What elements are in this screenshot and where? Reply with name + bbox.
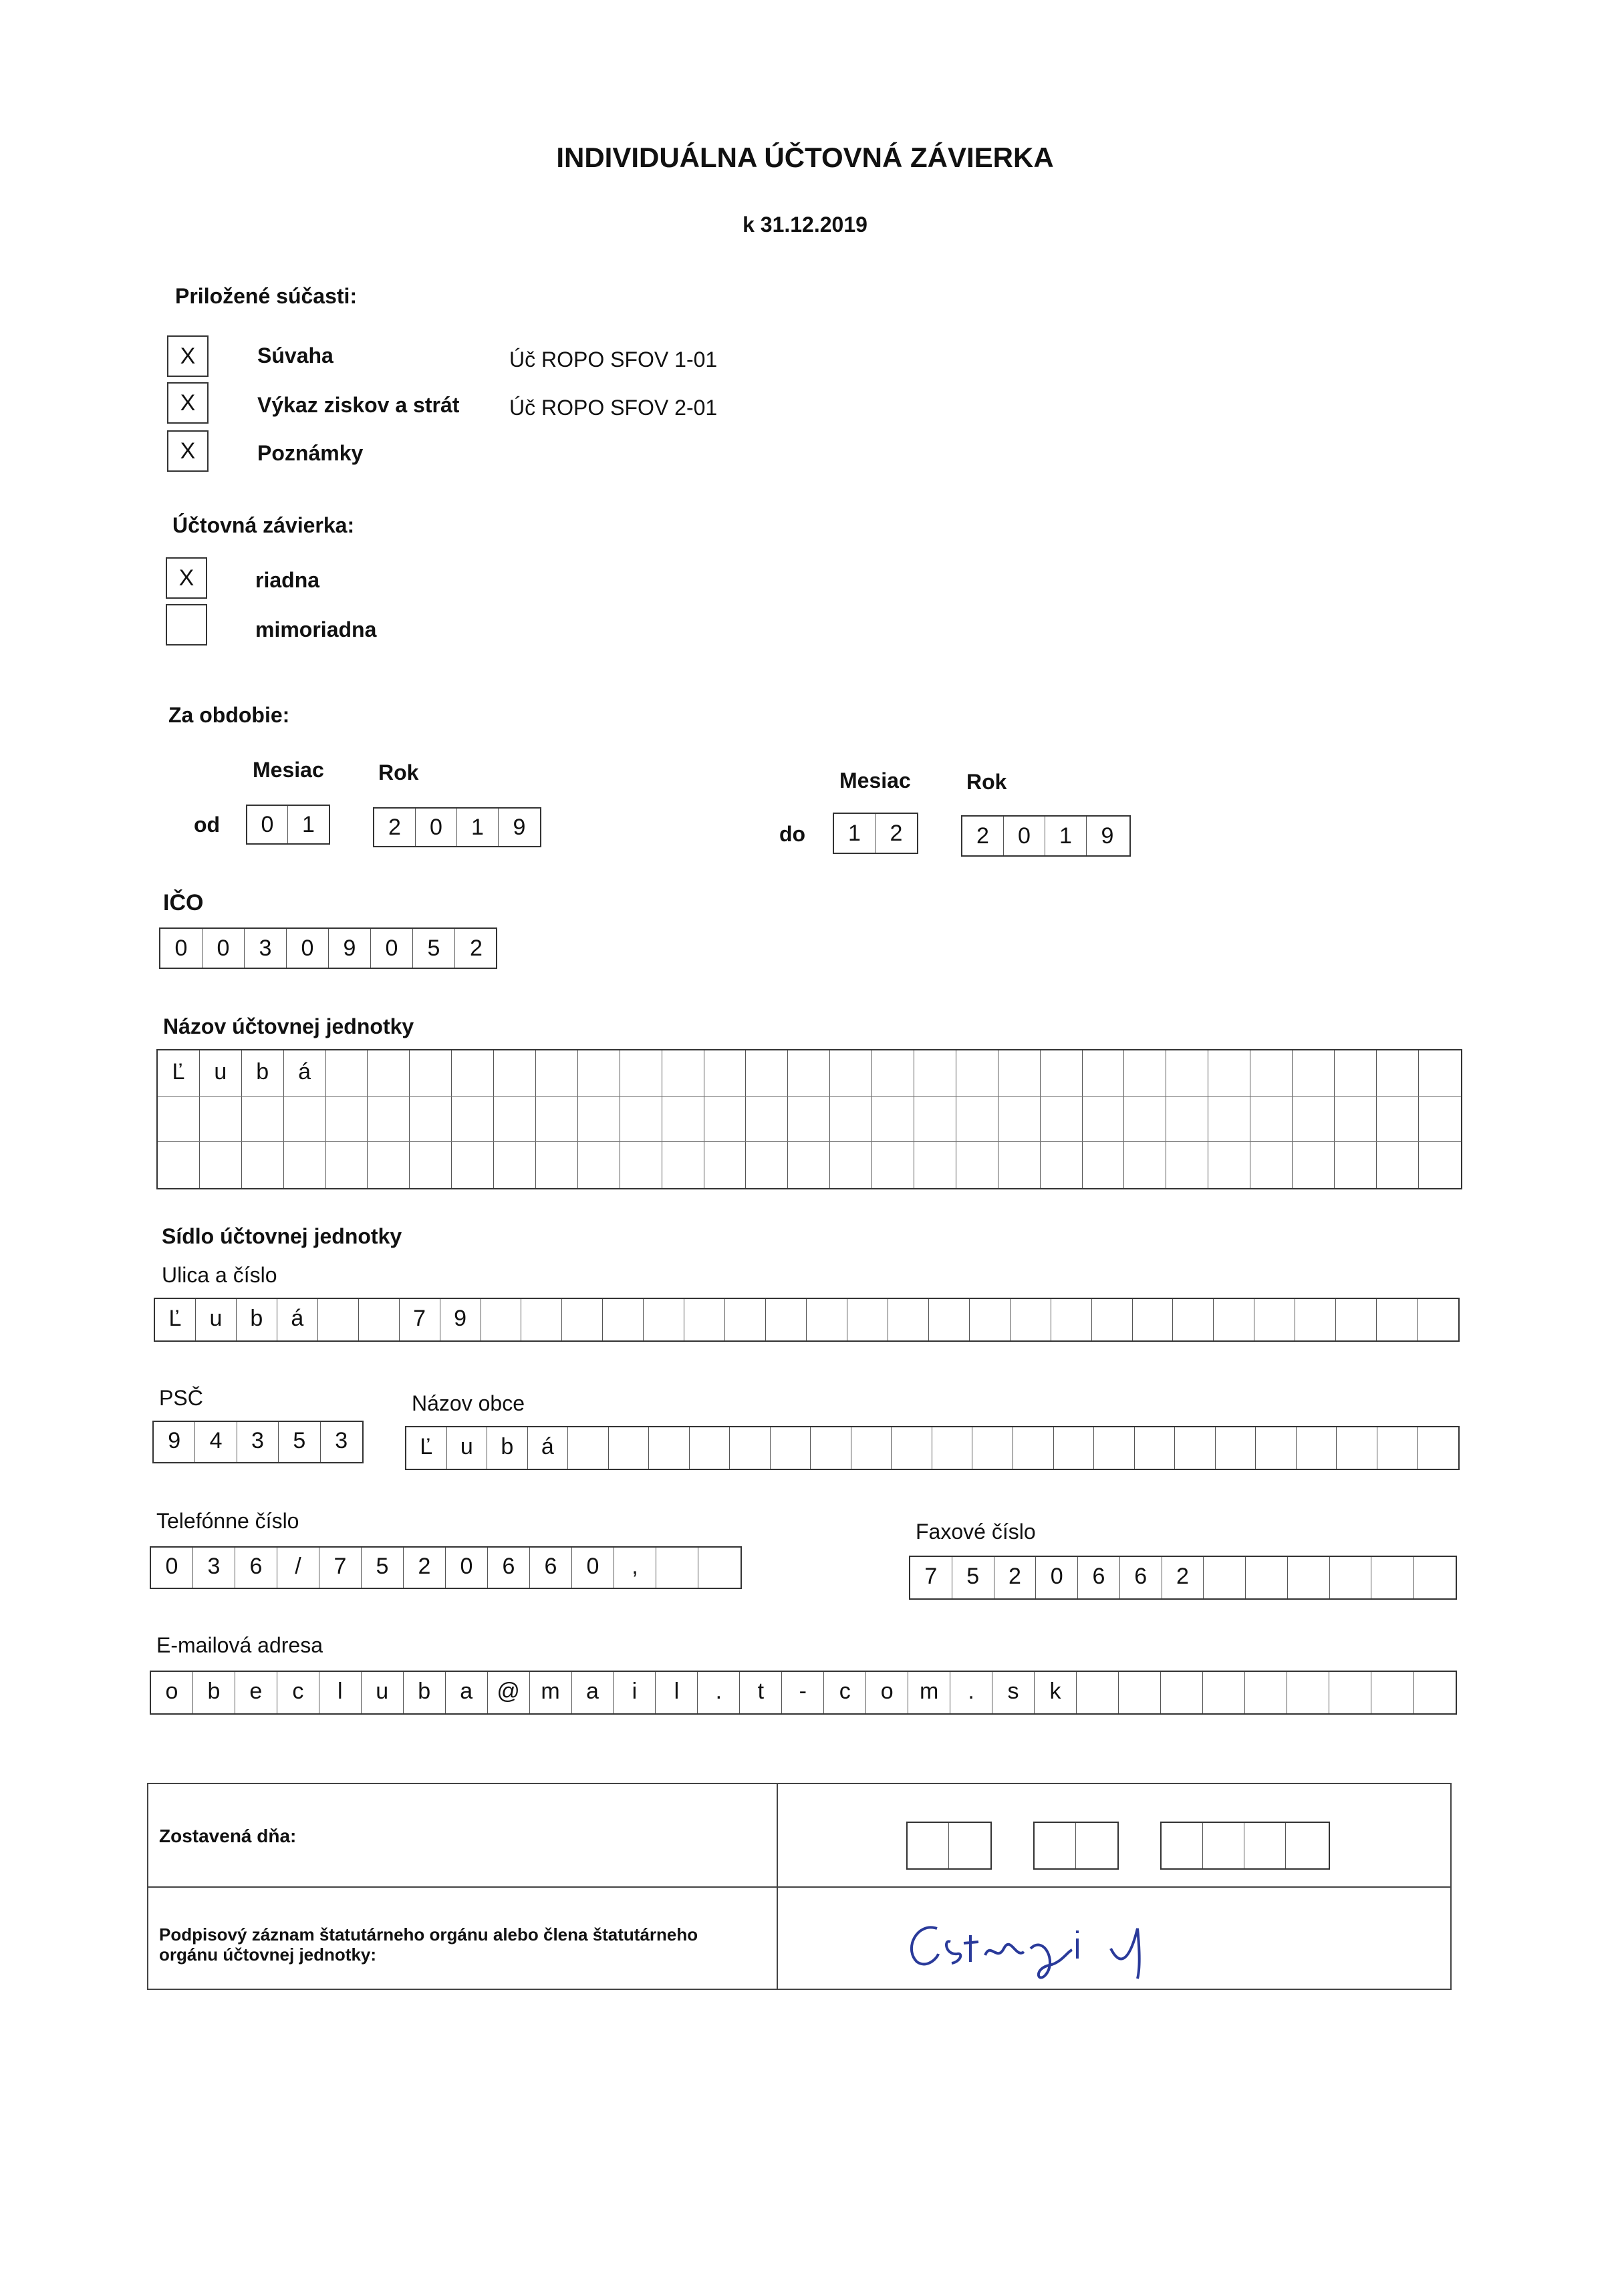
digit-cell <box>1035 1823 1076 1868</box>
period-to-year-label: Rok <box>966 770 1007 794</box>
char-cell <box>359 1299 400 1340</box>
char-cell <box>1133 1299 1174 1340</box>
entity-name-row <box>158 1050 1461 1097</box>
period-from-year-label: Rok <box>378 760 419 784</box>
char-cell <box>1287 1672 1329 1713</box>
digit-cell <box>1286 1823 1327 1868</box>
digit-cell: 5 <box>413 929 455 968</box>
char-cell <box>1414 1672 1456 1713</box>
char-cell <box>1214 1299 1254 1340</box>
char-cell <box>1246 1557 1288 1598</box>
char-cell: 2 <box>1162 1557 1204 1598</box>
digit-cell: 0 <box>160 929 203 968</box>
char-cell <box>158 1097 200 1142</box>
char-cell: u <box>200 1050 242 1096</box>
char-cell <box>1336 1299 1377 1340</box>
char-cell: b <box>242 1050 284 1096</box>
char-cell: 6 <box>1120 1557 1162 1598</box>
char-cell: k <box>1035 1672 1077 1713</box>
char-cell <box>872 1097 914 1142</box>
char-cell <box>1337 1427 1377 1469</box>
char-cell <box>284 1142 326 1188</box>
char-cell <box>1254 1299 1295 1340</box>
char-cell: / <box>277 1548 319 1588</box>
char-cell: l <box>656 1672 698 1713</box>
char-cell <box>1371 1557 1414 1598</box>
char-cell <box>1083 1097 1125 1142</box>
char-cell <box>200 1142 242 1188</box>
char-cell <box>326 1142 368 1188</box>
char-cell <box>830 1097 872 1142</box>
char-cell: m <box>908 1672 950 1713</box>
digit-cell: 0 <box>1004 817 1045 855</box>
char-cell: o <box>151 1672 193 1713</box>
char-cell <box>1135 1427 1176 1469</box>
char-cell <box>1173 1299 1214 1340</box>
digit-cell: 1 <box>457 809 499 846</box>
phone-field[interactable] <box>150 1546 742 1589</box>
char-cell <box>1161 1672 1203 1713</box>
char-cell <box>536 1097 578 1142</box>
char-cell <box>788 1050 830 1096</box>
char-cell: á <box>528 1427 569 1469</box>
char-cell <box>956 1097 998 1142</box>
char-cell <box>158 1142 200 1188</box>
char-cell <box>1245 1672 1287 1713</box>
char-cell <box>326 1050 368 1096</box>
char-cell <box>1377 1097 1419 1142</box>
char-cell <box>1377 1050 1419 1096</box>
char-cell <box>872 1050 914 1096</box>
char-cell: u <box>447 1427 488 1469</box>
char-cell <box>746 1142 788 1188</box>
table-divider <box>777 1784 778 1989</box>
char-cell <box>725 1299 766 1340</box>
char-cell: - <box>782 1672 824 1713</box>
char-cell <box>998 1050 1041 1096</box>
attachment-checkbox-vykaz[interactable]: X <box>167 382 209 424</box>
signature-image <box>897 1902 1244 1989</box>
digit-cell: 1 <box>302 812 315 837</box>
char-cell: 5 <box>362 1548 404 1588</box>
char-cell <box>1124 1097 1166 1142</box>
char-cell <box>1250 1097 1293 1142</box>
char-cell: . <box>698 1672 740 1713</box>
char-cell: Ľ <box>406 1427 447 1469</box>
document-date: k 31.12.2019 <box>743 212 867 237</box>
signature-label: Podpisový záznam štatutárneho orgánu alebo člena štatutárneho orgánu účtovnej jednotky: <box>159 1924 698 1965</box>
char-cell: o <box>866 1672 908 1713</box>
period-to-label: do <box>779 822 806 846</box>
char-cell <box>1204 1557 1246 1598</box>
char-cell <box>1041 1050 1083 1096</box>
digit-cell: 2 <box>890 821 903 846</box>
digit-cell: 9 <box>513 815 526 840</box>
char-cell <box>998 1097 1041 1142</box>
char-cell: c <box>824 1672 866 1713</box>
char-cell <box>284 1097 326 1142</box>
char-cell <box>1330 1557 1372 1598</box>
digit-cell: 2 <box>374 809 416 846</box>
char-cell <box>851 1427 892 1469</box>
char-cell <box>766 1299 807 1340</box>
period-from-month-label: Mesiac <box>253 758 324 782</box>
phone-label: Telefónne číslo <box>156 1509 299 1533</box>
char-cell <box>1092 1299 1133 1340</box>
digit-cell: 0 <box>247 806 288 843</box>
char-cell: 7 <box>319 1548 362 1588</box>
street-label: Ulica a číslo <box>162 1263 277 1287</box>
char-cell: Ľ <box>158 1050 200 1096</box>
digit-cell <box>1162 1823 1203 1868</box>
char-cell <box>730 1427 771 1469</box>
char-cell <box>452 1142 494 1188</box>
char-cell <box>578 1142 620 1188</box>
attachment-label-poznamky: Poznámky <box>257 441 364 465</box>
char-cell <box>326 1097 368 1142</box>
attachments-heading: Priložené súčasti: <box>175 284 358 308</box>
char-cell <box>1054 1427 1095 1469</box>
char-cell: á <box>277 1299 318 1340</box>
attachment-code-vykaz: Úč ROPO SFOV 2-01 <box>509 396 718 420</box>
entity-name-label: Názov účtovnej jednotky <box>163 1014 414 1038</box>
attachment-checkbox-poznamky[interactable]: X <box>167 430 209 472</box>
char-cell <box>1166 1050 1208 1096</box>
char-cell <box>481 1299 522 1340</box>
period-heading: Za obdobie: <box>168 703 290 727</box>
char-cell: e <box>235 1672 277 1713</box>
char-cell <box>1083 1142 1125 1188</box>
char-cell <box>746 1050 788 1096</box>
char-cell: 5 <box>952 1557 994 1598</box>
document-title: INDIVIDUÁLNA ÚČTOVNÁ ZÁVIERKA <box>556 142 1054 173</box>
char-cell: 0 <box>446 1548 488 1588</box>
char-cell <box>521 1299 562 1340</box>
char-cell <box>1216 1427 1256 1469</box>
char-cell <box>1419 1142 1461 1188</box>
char-cell <box>1083 1050 1125 1096</box>
compiled-day-field[interactable] <box>906 1822 992 1870</box>
char-cell <box>914 1050 956 1096</box>
char-cell <box>746 1097 788 1142</box>
digit-cell: 0 <box>287 929 329 968</box>
compiled-label: Zostavená dňa: <box>159 1826 297 1846</box>
char-cell <box>242 1097 284 1142</box>
char-cell <box>788 1097 830 1142</box>
char-cell <box>1293 1142 1335 1188</box>
entity-name-field[interactable] <box>156 1049 1462 1189</box>
char-cell: l <box>319 1672 362 1713</box>
char-cell <box>609 1427 650 1469</box>
char-cell: 0 <box>572 1548 614 1588</box>
char-cell <box>1250 1142 1293 1188</box>
char-cell <box>242 1142 284 1188</box>
char-cell <box>1124 1050 1166 1096</box>
char-cell <box>1011 1299 1051 1340</box>
email-field[interactable] <box>150 1671 1457 1715</box>
digit-cell: 0 <box>203 929 245 968</box>
char-cell <box>1250 1050 1293 1096</box>
ico-field[interactable] <box>159 927 497 969</box>
char-cell <box>1335 1142 1377 1188</box>
char-cell: 7 <box>910 1557 952 1598</box>
char-cell: m <box>530 1672 572 1713</box>
closing-type-checkbox-extraordinary[interactable] <box>166 604 207 645</box>
char-cell <box>1041 1142 1083 1188</box>
char-cell <box>830 1050 872 1096</box>
char-cell <box>1094 1427 1135 1469</box>
closing-type-checkbox-regular[interactable]: X <box>166 557 207 599</box>
char-cell <box>562 1299 603 1340</box>
closing-type-label-extraordinary: mimoriadna <box>255 617 377 641</box>
char-cell <box>644 1299 684 1340</box>
digit-cell <box>949 1823 990 1868</box>
char-cell <box>1013 1427 1054 1469</box>
char-cell <box>1166 1142 1208 1188</box>
digit-cell: 2 <box>470 936 483 961</box>
char-cell <box>410 1142 452 1188</box>
city-field[interactable] <box>405 1426 1460 1470</box>
char-cell: 0 <box>1036 1557 1078 1598</box>
ico-label: IČO <box>163 890 204 915</box>
digit-cell: 9 <box>1101 823 1114 849</box>
digit-cell: 9 <box>329 929 371 968</box>
char-cell: 6 <box>530 1548 572 1588</box>
char-cell <box>932 1427 973 1469</box>
char-cell <box>603 1299 644 1340</box>
char-cell <box>649 1427 690 1469</box>
char-cell <box>704 1050 747 1096</box>
compiled-year-field[interactable] <box>1160 1822 1330 1870</box>
char-cell <box>494 1097 536 1142</box>
char-cell <box>410 1050 452 1096</box>
char-cell <box>914 1142 956 1188</box>
char-cell <box>620 1142 662 1188</box>
char-cell <box>656 1548 698 1588</box>
char-cell <box>1051 1299 1092 1340</box>
compiled-month-field[interactable] <box>1033 1822 1119 1870</box>
char-cell <box>807 1299 847 1340</box>
char-cell <box>662 1142 704 1188</box>
char-cell <box>690 1427 730 1469</box>
char-cell <box>1175 1427 1216 1469</box>
char-cell <box>1377 1299 1418 1340</box>
attachment-label-suvaha: Súvaha <box>257 343 333 368</box>
char-cell <box>847 1299 888 1340</box>
char-cell <box>698 1548 741 1588</box>
char-cell <box>892 1427 932 1469</box>
char-cell: 4 <box>195 1422 237 1462</box>
period-from-label: od <box>194 813 221 837</box>
digit-cell <box>1244 1823 1286 1868</box>
char-cell <box>771 1427 811 1469</box>
char-cell <box>1418 1427 1458 1469</box>
char-cell <box>1419 1050 1461 1096</box>
char-cell <box>704 1097 747 1142</box>
char-cell <box>704 1142 747 1188</box>
char-cell <box>998 1142 1041 1188</box>
char-cell: b <box>237 1299 277 1340</box>
psc-label: PSČ <box>159 1386 203 1410</box>
char-cell <box>1418 1299 1458 1340</box>
closing-type-heading: Účtovná závierka: <box>172 513 355 537</box>
char-cell: i <box>614 1672 656 1713</box>
char-cell <box>1166 1097 1208 1142</box>
char-cell <box>536 1142 578 1188</box>
psc-field[interactable] <box>152 1421 364 1463</box>
char-cell <box>1208 1050 1250 1096</box>
digit-cell: 2 <box>962 817 1004 855</box>
char-cell <box>1119 1672 1161 1713</box>
char-cell <box>830 1142 872 1188</box>
char-cell <box>578 1050 620 1096</box>
char-cell <box>1124 1142 1166 1188</box>
char-cell <box>1293 1097 1335 1142</box>
char-cell: b <box>487 1427 528 1469</box>
char-cell: u <box>196 1299 237 1340</box>
char-cell <box>956 1050 998 1096</box>
char-cell <box>1329 1672 1371 1713</box>
attachment-code-suvaha: Úč ROPO SFOV 1-01 <box>509 347 718 372</box>
char-cell <box>1208 1097 1250 1142</box>
char-cell <box>620 1050 662 1096</box>
char-cell <box>1371 1672 1414 1713</box>
period-to-year-field[interactable] <box>961 815 1131 857</box>
char-cell <box>1203 1672 1245 1713</box>
char-cell: 3 <box>335 1428 348 1453</box>
char-cell: u <box>362 1672 404 1713</box>
char-cell <box>1377 1142 1419 1188</box>
char-cell: 0 <box>151 1548 193 1588</box>
char-cell <box>410 1097 452 1142</box>
char-cell <box>536 1050 578 1096</box>
char-cell <box>929 1299 970 1340</box>
digit-cell: 1 <box>1045 817 1087 855</box>
email-label: E-mailová adresa <box>156 1633 323 1657</box>
char-cell <box>1419 1097 1461 1142</box>
char-cell <box>811 1427 851 1469</box>
digit-cell <box>1203 1823 1244 1868</box>
char-cell: b <box>404 1672 446 1713</box>
char-cell <box>368 1142 410 1188</box>
digit-cell <box>1076 1823 1117 1868</box>
char-cell: @ <box>488 1672 530 1713</box>
char-cell <box>914 1097 956 1142</box>
char-cell <box>1295 1299 1336 1340</box>
char-cell <box>368 1097 410 1142</box>
char-cell <box>494 1142 536 1188</box>
char-cell: s <box>992 1672 1035 1713</box>
digit-cell <box>908 1823 949 1868</box>
char-cell <box>1335 1097 1377 1142</box>
char-cell: 2 <box>994 1557 1037 1598</box>
address-heading: Sídlo účtovnej jednotky <box>162 1224 402 1248</box>
char-cell: 3 <box>237 1422 279 1462</box>
char-cell <box>568 1427 609 1469</box>
city-label: Názov obce <box>412 1391 525 1415</box>
char-cell <box>888 1299 929 1340</box>
char-cell <box>1414 1557 1456 1598</box>
signature-table <box>147 1783 1452 1990</box>
attachment-checkbox-suvaha[interactable]: X <box>167 335 209 377</box>
street-field[interactable] <box>154 1298 1460 1342</box>
char-cell <box>1297 1427 1337 1469</box>
char-cell: 2 <box>404 1548 446 1588</box>
char-cell: Ľ <box>155 1299 196 1340</box>
char-cell <box>494 1050 536 1096</box>
char-cell: á <box>284 1050 326 1096</box>
char-cell: 9 <box>440 1299 481 1340</box>
char-cell <box>970 1299 1011 1340</box>
char-cell <box>620 1097 662 1142</box>
char-cell: , <box>614 1548 656 1588</box>
char-cell: 5 <box>279 1422 320 1462</box>
closing-type-label-regular: riadna <box>255 568 320 592</box>
char-cell: 6 <box>488 1548 530 1588</box>
char-cell <box>1208 1142 1250 1188</box>
char-cell <box>1293 1050 1335 1096</box>
char-cell <box>956 1142 998 1188</box>
period-to-month-field[interactable] <box>833 813 918 854</box>
char-cell <box>452 1050 494 1096</box>
char-cell: 6 <box>235 1548 277 1588</box>
char-cell <box>578 1097 620 1142</box>
digit-cell: 0 <box>371 929 413 968</box>
char-cell <box>318 1299 359 1340</box>
char-cell: a <box>446 1672 488 1713</box>
char-cell <box>872 1142 914 1188</box>
char-cell <box>1256 1427 1297 1469</box>
char-cell: b <box>193 1672 235 1713</box>
char-cell: a <box>572 1672 614 1713</box>
char-cell <box>200 1097 242 1142</box>
char-cell: . <box>950 1672 992 1713</box>
char-cell <box>662 1050 704 1096</box>
digit-cell: 3 <box>245 929 287 968</box>
entity-name-row <box>158 1097 1461 1143</box>
char-cell <box>972 1427 1013 1469</box>
char-cell <box>1335 1050 1377 1096</box>
period-to-month-label: Mesiac <box>839 768 911 793</box>
digit-cell: 1 <box>834 814 876 853</box>
char-cell: t <box>740 1672 782 1713</box>
char-cell <box>1377 1427 1418 1469</box>
fax-label: Faxové číslo <box>916 1520 1036 1544</box>
char-cell <box>368 1050 410 1096</box>
char-cell <box>1288 1557 1330 1598</box>
char-cell: 9 <box>154 1422 195 1462</box>
char-cell: 3 <box>193 1548 235 1588</box>
char-cell <box>684 1299 725 1340</box>
entity-name-row <box>158 1142 1461 1188</box>
char-cell: c <box>277 1672 319 1713</box>
char-cell <box>452 1097 494 1142</box>
period-from-year-field[interactable] <box>373 807 541 847</box>
attachment-label-vykaz: Výkaz ziskov a strát <box>257 393 460 417</box>
char-cell <box>1077 1672 1119 1713</box>
fax-field[interactable] <box>909 1556 1457 1600</box>
period-from-month-field[interactable] <box>246 805 330 845</box>
char-cell: 6 <box>1078 1557 1120 1598</box>
digit-cell: 0 <box>416 809 457 846</box>
char-cell: 7 <box>400 1299 440 1340</box>
char-cell <box>662 1097 704 1142</box>
char-cell <box>1041 1097 1083 1142</box>
char-cell <box>788 1142 830 1188</box>
